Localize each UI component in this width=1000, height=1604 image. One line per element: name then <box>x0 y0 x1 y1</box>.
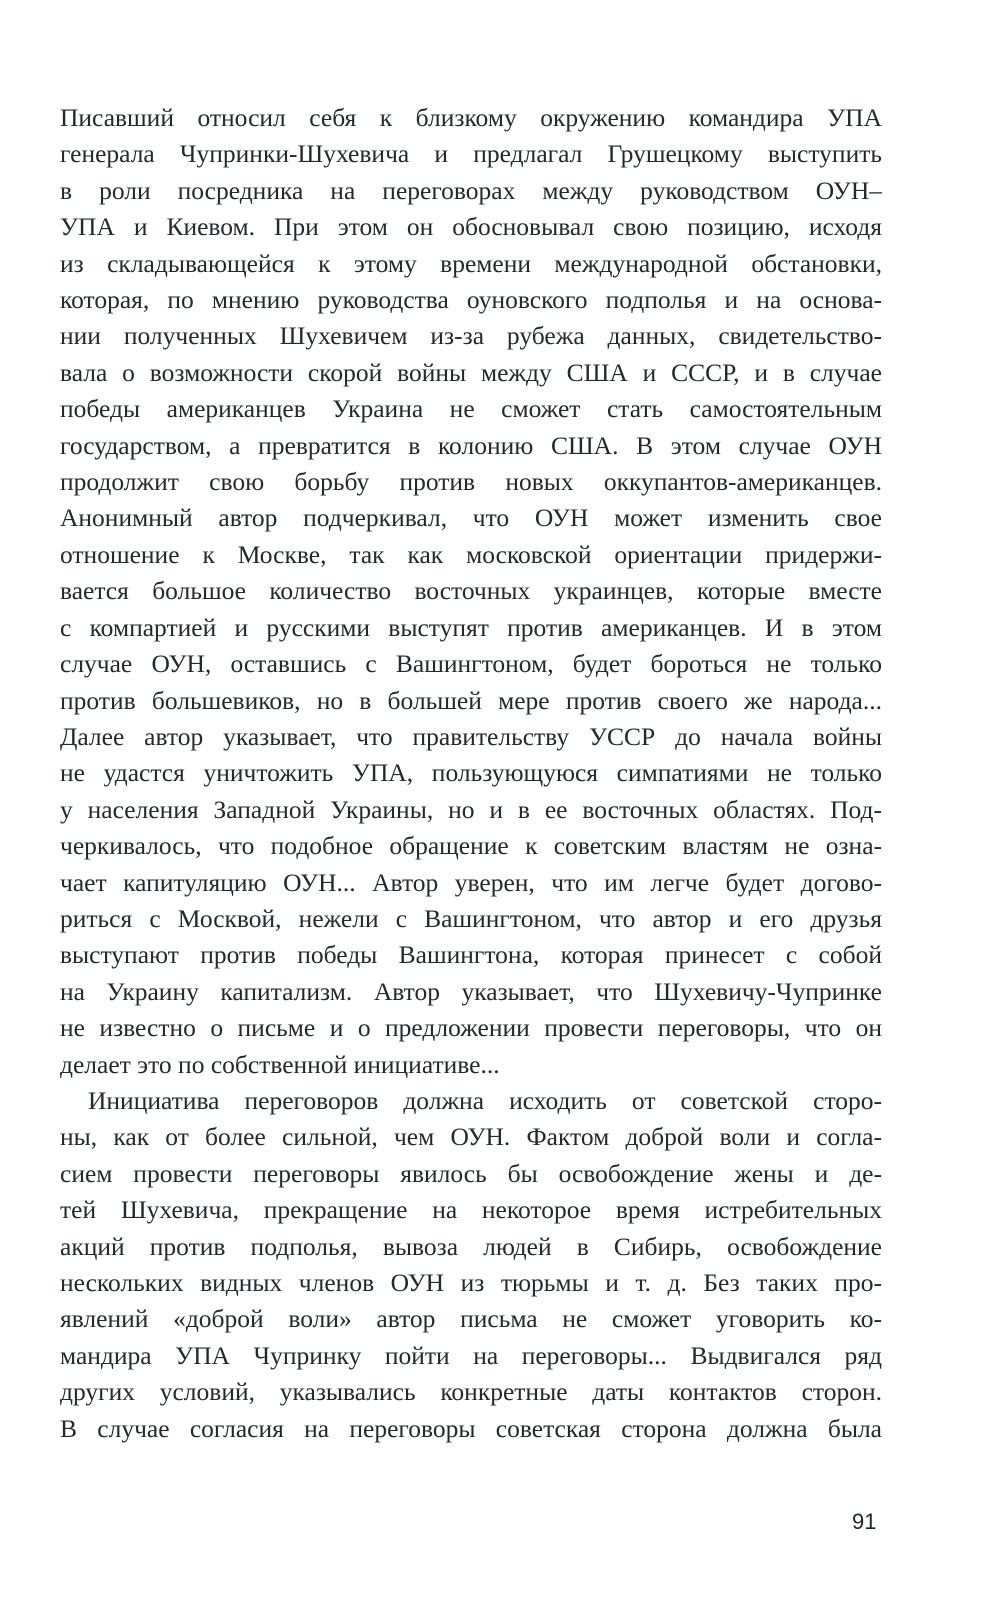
text-line: случае ОУН, оставшись с Вашингтоном, будет бороться не только <box>60 649 882 679</box>
text-line: нии полученных Шухевичем из-за рубежа данных, свидетельство- <box>60 321 882 351</box>
text-line: победы американцев Украина не сможет стать самостоятельным <box>60 394 882 424</box>
body-text <box>60 100 882 1447</box>
text-line: продолжит свою борьбу против новых оккупантов-американцев. <box>60 467 882 497</box>
text-line: УПА и Киевом. При этом он обосновывал свою позицию, исходя <box>60 212 882 242</box>
text-line: акций против подполья, вывоза людей в Сибирь, освобождение <box>60 1231 882 1261</box>
text-line: В случае согласия на переговоры советская сторона должна была <box>60 1413 882 1443</box>
text-line: которая, по мнению руководства оуновского подполья и на основа- <box>60 285 882 315</box>
text-line: Анонимный автор подчеркивал, что ОУН может изменить свое <box>60 503 882 533</box>
page-number: 91 <box>852 1509 877 1534</box>
text-line: у населения Западной Украины, но и в ее восточных областях. Под- <box>60 794 882 824</box>
text-line: отношение к Москве, так как московской ориентации придержи- <box>60 539 882 569</box>
text-line: нескольких видных членов ОУН из тюрьмы и т. д. Без таких про- <box>60 1268 882 1297</box>
text-line: вается большое количество восточных украинцев, которые вместе <box>60 576 882 606</box>
text-line: сием провести переговоры явилось бы освобождение жены и де- <box>60 1158 882 1188</box>
text-line: с компартией и русскими выступят против американцев. И в этом <box>60 612 882 642</box>
paragraph-2 <box>60 1083 882 1447</box>
text-line: мандира УПА Чупринку пойти на переговоры... Выдвигался ряд <box>60 1340 882 1370</box>
text-line: государством, а превратится в колонию США. В этом случае ОУН <box>60 430 882 460</box>
text-line: явлений «доброй воли» автор письма не сможет уговорить ко- <box>60 1304 882 1334</box>
text-line: Далее автор указывает, что правительству УССР до начала войны <box>60 721 882 751</box>
text-line: Инициатива переговоров должна исходить от советской сторо- <box>88 1085 882 1115</box>
text-line: риться с Москвой, нежели с Вашингтоном, что автор и его друзья <box>60 903 882 933</box>
text-line: Писавший относил себя к близкому окружению командира УПА <box>60 103 882 132</box>
text-line: не известно о письме и о предложении провести переговоры, что он <box>60 1013 882 1043</box>
text-line: из складывающейся к этому времени международной обстановки, <box>60 248 882 278</box>
text-line: выступают против победы Вашингтона, которая принесет с собой <box>60 940 882 970</box>
text-line: на Украину капитализм. Автор указывает, что Шухевичу-Чупринке <box>60 976 882 1006</box>
paragraph-1 <box>60 100 882 1083</box>
text-line: тей Шухевича, прекращение на некоторое время истребительных <box>60 1195 882 1225</box>
text-line: генерала Чупринки-Шухевича и предлагал Грушецкому выступить <box>60 139 882 169</box>
text-line: ны, как от более сильной, чем ОУН. Фактом доброй воли и согла- <box>60 1122 882 1152</box>
text-line: против большевиков, но в большей мере против своего же народа... <box>60 685 882 715</box>
text-line: в роли посредника на переговорах между руководством ОУН– <box>60 175 882 205</box>
text-line: других условий, указывались конкретные даты контактов сторон. <box>60 1377 882 1407</box>
text-line: чает капитуляцию ОУН... Автор уверен, что им легче будет догово- <box>60 867 882 897</box>
text-line: черкивалось, что подобное обращение к советским властям не озна- <box>60 831 882 861</box>
text-line: вала о возможности скорой войны между США и СССР, и в случае <box>60 357 882 387</box>
text-line: не удастся уничтожить УПА, пользующуюся симпатиями не только <box>60 758 882 788</box>
text-line: делает это по собственной инициативе... <box>60 1049 500 1079</box>
